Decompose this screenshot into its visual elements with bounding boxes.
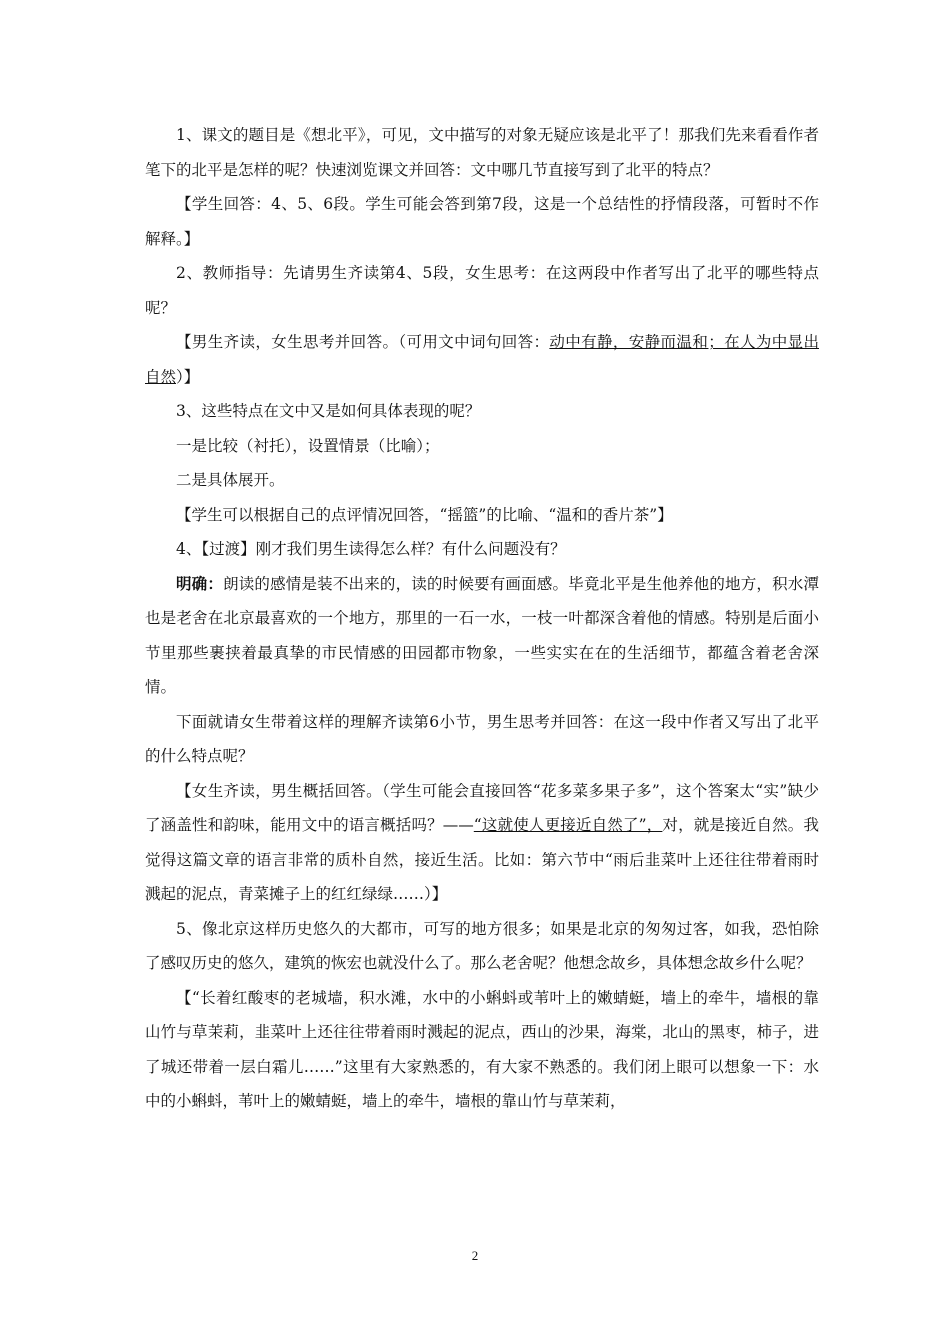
paragraph-10-text: 朗读的感情是装不出来的，读的时候要有画面感。毕竟北平是生他养他的地方，积水潭也是老舍在北京最喜欢的一个地方，那里的一石一水，一枝一叶都深含着他的情感。特别是后面小节里那些裹挟着最真挚的市民情感的田园都市物象，一些实实在在的生活细节，都蕴含着老舍深情。 bbox=[145, 574, 819, 696]
paragraph-14: 【“长着红酸枣的老城墙，积水滩，水中的小蝌蚪或苇叶上的嫩蜻蜓，墙上的牵牛，墙根的靠山竹与草茉莉，韭菜叶上还往往带着雨时溅起的泥点，西山的沙果，海棠，北山的黑枣，柿子，进了城还带着一层白霜儿……”这里有大家熟悉的，有大家不熟悉的。我们闭上眼可以想象一下：水中的小蝌蚪，苇叶上的嫩蜻蜓，墙上的牵牛，墙根的靠山竹与草茉莉， bbox=[145, 988, 819, 1110]
paragraph-4-underlined: 动中有静，安静而温和；在人为中显出自然 bbox=[145, 333, 819, 386]
paragraph-12 bbox=[145, 774, 819, 912]
paragraph-13: 5、像北京这样历史悠久的大都市，可写的地方很多；如果是北京的匆匆过客，如我，恐怕除了感叹历史的悠久，建筑的恢宏也就没什么了。那么老舍呢？他想念故乡，具体想念故乡什么呢？ bbox=[145, 919, 819, 972]
paragraph-2: 【学生回答：4、5、6段。学生可能会答到第7段，这是一个总结性的抒情段落，可暂时不作解释。】 bbox=[145, 195, 819, 248]
paragraph-12-text-b: 对，就是接近自然。我觉得这篇文章的语言非常的质朴自然，接近生活。比如：第六节中“雨后韭菜叶上还往往带着雨时溅起的泥点，青菜摊子上的红红绿绿……）】 bbox=[145, 816, 819, 903]
paragraph-8: 【学生可以根据自己的点评情况回答，“摇篮”的比喻、“温和的香片茶”】 bbox=[176, 505, 673, 524]
paragraph-3: 2、教师指导：先请男生齐读第4、5段，女生思考：在这两段中作者写出了北平的哪些特点呢？ bbox=[145, 264, 819, 317]
paragraph-6: 一是比较（衬托），设置情景（比喻）； bbox=[176, 436, 440, 455]
paragraph-4-text-a: 【男生齐读，女生思考并回答。（可用文中词句回答： bbox=[176, 333, 550, 351]
paragraph-12-text-a: 【女生齐读，男生概括回答。（学生可能会直接回答“花多菜多果子多”，这个答案太“实”缺少了涵盖性和韵味，能用文中的语言概括吗？—— bbox=[145, 781, 819, 834]
paragraph-5: 3、这些特点在文中又是如何具体表现的呢？ bbox=[176, 402, 481, 420]
body-text bbox=[145, 118, 819, 1119]
page-number: 2 bbox=[471, 1248, 479, 1263]
paragraph-9: 4、【过渡】刚才我们男生读得怎么样？有什么问题没有？ bbox=[176, 540, 566, 558]
paragraph-12-underlined: “这就使人更接近自然了”， bbox=[473, 816, 663, 834]
paragraph-4 bbox=[145, 325, 819, 394]
paragraph-10-label: 明确： bbox=[176, 573, 224, 593]
paragraph-10 bbox=[145, 567, 819, 705]
paragraph-1: 1、课文的题目是《想北平》，可见，文中描写的对象无疑应该是北平了！那我们先来看看作者笔下的北平是怎样的呢？快速浏览课文并回答：文中哪几节直接写到了北平的特点？ bbox=[145, 126, 819, 179]
paragraph-7: 二是具体展开。 bbox=[176, 471, 285, 489]
paragraph-4-text-b: ）】 bbox=[176, 367, 200, 386]
paragraph-11: 下面就请女生带着这样的理解齐读第6小节，男生思考并回答：在这一段中作者又写出了北平的什么特点呢？ bbox=[145, 712, 819, 765]
